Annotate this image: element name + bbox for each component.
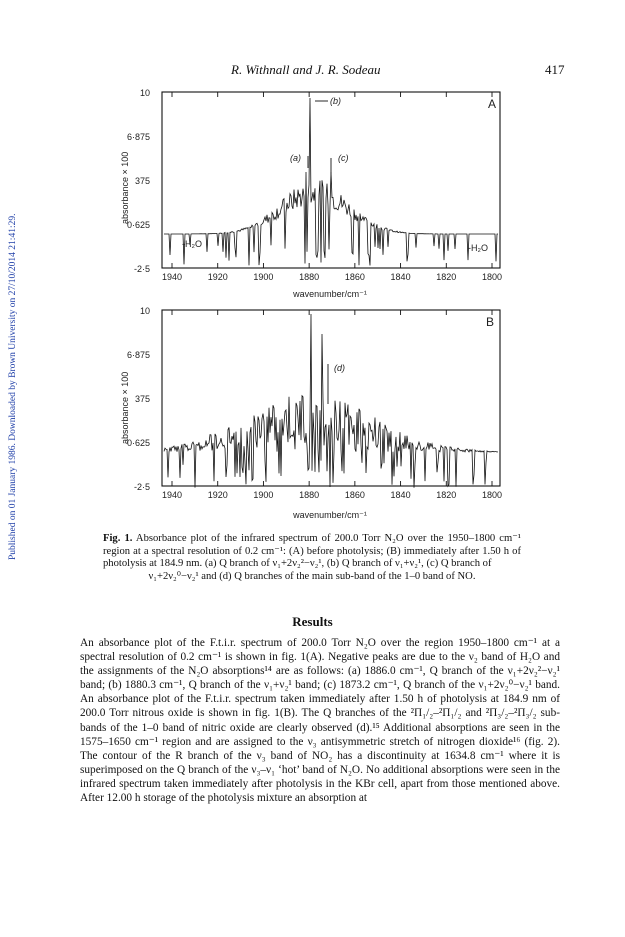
page-number: 417 (545, 62, 565, 77)
body-text (80, 636, 560, 805)
download-watermark-text: Published on 01 January 1986. Downloaded by Brown University on 27/10/2014 21:41:29. (8, 213, 18, 560)
panel-b-ytick-4: -2·5 (133, 482, 150, 492)
panel-a-label: A (488, 97, 497, 111)
annotation-h2o-left: -H₂O (182, 239, 202, 249)
panel-b-xtick-label: 1800 (481, 490, 503, 500)
panel-a-xtick-label: 1900 (253, 272, 274, 282)
panel-b-ytick-3: 0·625 (126, 438, 150, 448)
figure-caption (103, 533, 521, 583)
panel-a (120, 88, 502, 299)
panel-b-xlabel: wavenumber/cm⁻¹ (293, 510, 367, 520)
annotation-a: (a) (290, 153, 301, 163)
panel-a-xtick-label: 1800 (481, 272, 503, 282)
annotation-d: (d) (334, 363, 345, 373)
panel-a-xlabel: wavenumber/cm⁻¹ (293, 289, 367, 299)
panel-b-xtick-label: 1900 (253, 490, 274, 500)
panel-b-ytick-1: 6·875 (126, 350, 150, 360)
body-paragraph: An absorbance plot of the F.t.i.r. spectrum of 200.0 Torr N₂O over the region 1950–1800 cm⁻¹ at a spectral resolution of 0.2 cm⁻¹ is shown in fig. 1(A). Negative peaks are due to the ν₂ band of H₂O and the assignments of the N₂O absorptions¹⁴ are as follows: (a) 1886.0 cm⁻¹, Q branch of the ν₁+2ν₂²−ν₂¹ band; (b) 1880.3 cm⁻¹, Q branch of the ν₁+ν₂¹ band; (c) 1873.2 cm⁻¹, Q branch of the ν₁+2ν₂⁰−ν₂¹ band. An absorbance plot of the F.t.i.r. spectrum taken immediately after 1.50 h of photolysis at 184.9 nm of 200.0 Torr nitrous oxide is shown in fig. 1(B). The Q branches of the ²Π₁/₂–²Π₁/₂ and ²Π₃/₂–²Π₃/₂ sub-bands of the 1–0 band of nitric oxide are clearly observed (d).¹⁵ Additional absorptions are seen in the 1575–1650 cm⁻¹ region and are assigned to the ν₃ antisymmetric stretch of nitrogen dioxide¹⁶ (fig. 2). The contour of the R branch of the ν₃ band of NO₂ has a discontinuity at 1634.8 cm⁻¹ where it is superimposed on the Q branch of the ν₃–ν₁ ‘hot’ band of N₂O. No additional absorptions were seen in the infrared spectrum taken immediately after photolysis in the KBr cell, apart from those mentioned above. After 12.00 h storage of the photolysis mixture an absorption at (80, 637, 560, 805)
panel-b-spectrum-trace (164, 314, 498, 488)
panel-a-ytick-4: -2·5 (133, 264, 150, 274)
panel-b-ylabel: absorbance × 100 (120, 371, 130, 444)
annotation-h2o-right: -H₂O (468, 243, 488, 253)
panel-b-xtick-label: 1940 (161, 490, 183, 500)
panel-a-ytick-0: 10 (139, 88, 150, 98)
panel-b-xtick-label: 1840 (390, 490, 411, 500)
panel-a-xtick-label: 1820 (436, 272, 457, 282)
panel-b-ytick-2: 375 (134, 394, 150, 404)
panel-b-ytick-0: 10 (139, 306, 150, 316)
running-header (0, 62, 625, 80)
panel-b-xtick-label: 1920 (207, 490, 228, 500)
panel-a-ytick-1: 6·875 (126, 132, 150, 142)
panel-b-xtick-label: 1860 (344, 490, 365, 500)
annotation-b: (b) (330, 96, 341, 106)
panel-b-xtick-label: 1820 (436, 490, 457, 500)
panel-b-label: B (486, 315, 495, 329)
panel-a-xtick-label: 1860 (344, 272, 365, 282)
panel-a-ytick-2: 375 (134, 176, 150, 186)
panel-b-xtick-label: 1880 (299, 490, 320, 500)
panel-a-ylabel: absorbance × 100 (120, 151, 130, 224)
figure-caption-label: Fig. 1. (103, 533, 133, 544)
annotation-c: (c) (338, 153, 349, 163)
panel-b (120, 306, 502, 520)
panel-a-xtick-label: 1880 (299, 272, 320, 282)
panel-a-xtick-label: 1840 (390, 272, 411, 282)
section-title: Results (292, 614, 333, 629)
figure-1-plot (110, 84, 530, 524)
figure-caption-last-line: ν₁+2ν₂⁰−ν₂¹ and (d) Q branches of the main sub-band of the 1–0 band of NO. (148, 570, 476, 582)
panel-a-xtick-label: 1940 (161, 272, 183, 282)
running-header-authors: R. Withnall and J. R. Sodeau (231, 62, 381, 77)
download-watermark (8, 160, 22, 560)
panel-a-ytick-3: 0·625 (126, 220, 150, 230)
figure-caption-text: Absorbance plot of the infrared spectrum of 200.0 Torr N₂O over the 1950–1800 cm⁻¹ region at a spectral resolution of 0.2 cm⁻¹: (A) before photolysis; (B) immediately after 1.50 h of photolysis at 184.9 nm. (a) Q branch of ν₁+2ν₂²−ν₂¹, (b) Q branch of ν₁+ν₂¹, (c) Q branch of (103, 533, 521, 570)
panel-a-xtick-label: 1920 (207, 272, 228, 282)
figure-1 (110, 84, 530, 524)
